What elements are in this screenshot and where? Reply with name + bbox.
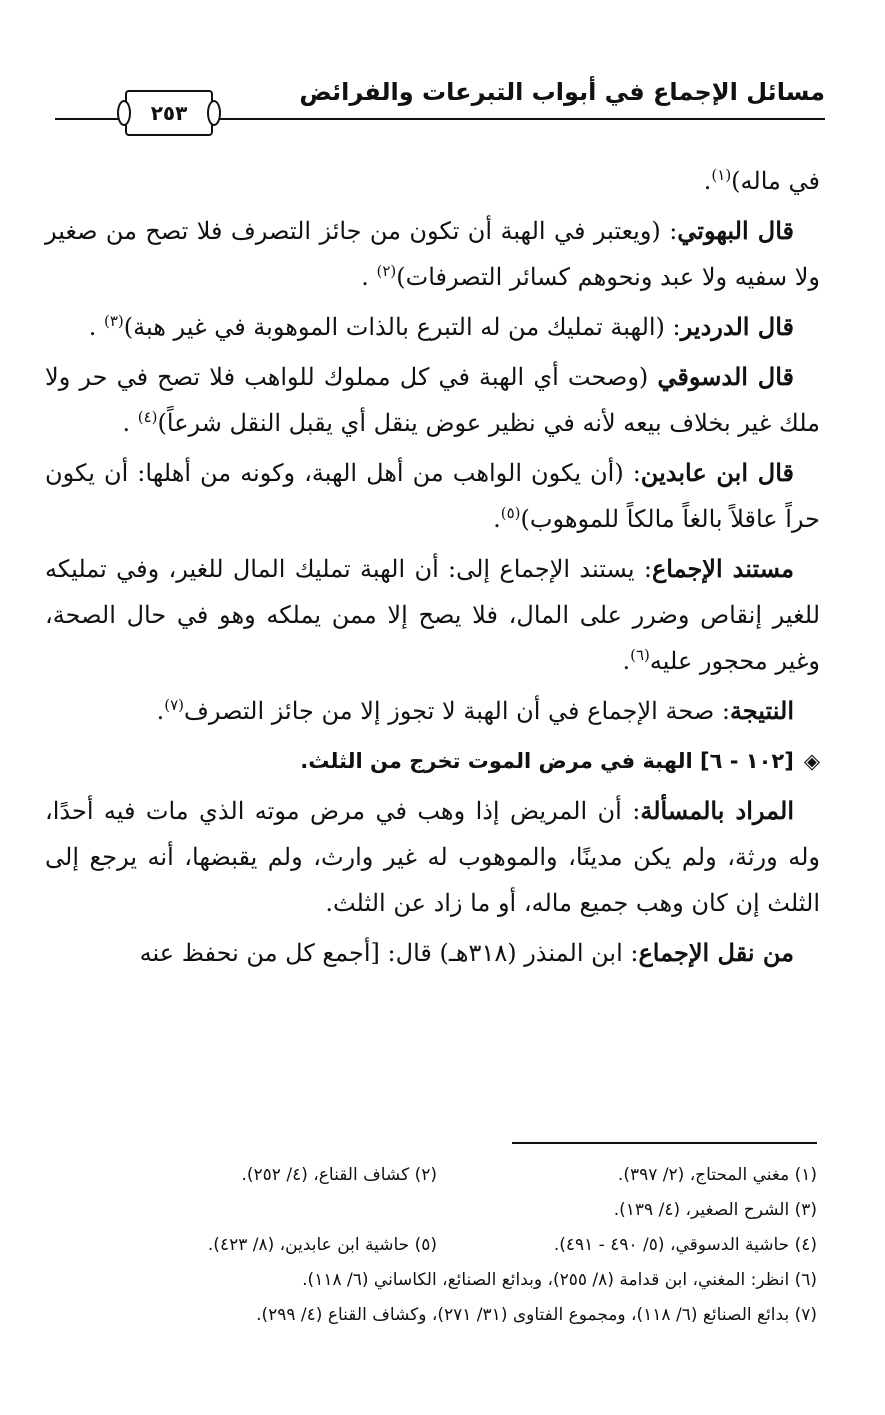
paragraph-meaning: المراد بالمسألة: أن المريض إذا وهب في مرض موته الذي مات فيه أحدًا، وله ورثة، ولم يكن مدينًا، والموهوب له غير وارث، ولم يقبضها، أنه يرجع إلى الثلث إن كان وهب جميع ماله، أو ما زاد عن الثلث. — [45, 796, 820, 917]
footnote-ref: (٦) — [630, 646, 650, 664]
header-title: مسائل الإجماع في أبواب التبرعات والفرائض — [299, 78, 825, 106]
paragraph-basis: مستند الإجماع: يستند الإجماع إلى: أن الهبة تمليك المال للغير، وفي تمليكه للغير إنقاص وضرر على المال، فلا يصح إلا ممن يملكه وهو في حال الصحة، وغير محجور عليه$^{(٦)}$. — [45, 554, 820, 675]
footnote-ref: (٧) — [164, 696, 184, 714]
paragraph-continuation: في ماله)$^{(١)}$. — [703, 166, 820, 195]
footnote: (٣) الشرح الصغير، (٤/ ١٣٩). — [613, 1200, 817, 1220]
paragraph-dardir: قال الدردير: (الهبة تمليك من له التبرع بالذات الموهوبة في غير هبة)$^{(٣)}$ . — [88, 312, 794, 341]
paragraph-lead: قال الدسوقي — [657, 362, 794, 391]
footnote: (٢) كشاف القناع، (٤/ ٢٥٢). — [241, 1165, 437, 1185]
footnote: (٥) حاشية ابن عابدين، (٨/ ٤٢٣). — [207, 1235, 437, 1255]
footnote-ref: (٢) — [376, 262, 397, 280]
footnote-row — [57, 1158, 817, 1193]
main-text — [45, 158, 820, 980]
footnote-rule — [512, 1142, 817, 1144]
paragraph-lead: النتيجة — [729, 696, 794, 725]
section-heading: ◈[١٠٢ - ٦] الهبة في مرض الموت تخرج من الثلث. — [45, 738, 820, 784]
paragraph-buhuti: قال البهوتي: (ويعتبر في الهبة أن تكون من جائز التصرف فلا تصح من صغير ولا سفيه ولا عبد ونحوهم كسائر التصرفات)$^{(٢)}$ . — [45, 216, 820, 291]
paragraph-lead: قال ابن عابدين — [640, 458, 794, 487]
paragraph-lead: من نقل الإجماع — [638, 938, 794, 967]
footnote-row — [57, 1263, 817, 1298]
paragraph-lead: قال الدردير — [680, 312, 794, 341]
footnote-ref: (٣) — [104, 312, 124, 330]
footnotes — [57, 1158, 817, 1333]
footnote-row — [57, 1228, 817, 1263]
footnote-ref: (٤) — [137, 408, 158, 426]
diamond-icon: ◈ — [803, 749, 820, 773]
paragraph-lead: قال البهوتي — [677, 216, 794, 245]
footnote-row — [57, 1193, 817, 1228]
page-number: ٢٥٣ — [125, 90, 213, 136]
footnote: (٧) بدائع الصنائع (٦/ ١١٨)، ومجموع الفتاوى (٣١/ ٢٧١)، وكشاف القناع (٤/ ٢٩٩). — [256, 1305, 817, 1325]
paragraph-transmitters: من نقل الإجماع: ابن المنذر (٣١٨هـ) قال: [أجمع كل من نحفظ عنه — [139, 938, 794, 967]
paragraph-result: النتيجة: صحة الإجماع في أن الهبة لا تجوز إلا من جائز التصرف$^{(٧)}$. — [156, 696, 794, 725]
footnote: (٤) حاشية الدسوقي، (٥/ ٤٩٠ - ٤٩١). — [553, 1235, 817, 1255]
paragraph-ibn-abidin: قال ابن عابدين: (أن يكون الواهب من أهل الهبة، وكونه من أهلها: أن يكون حراً عاقلاً بالغاً مالكاً للموهوب)$^{(٥)}$. — [45, 458, 820, 533]
running-header — [55, 78, 825, 125]
paragraph-dasuqi: قال الدسوقي (وصحت أي الهبة في كل مملوك للواهب فلا تصح في حر ولا ملك غير بخلاف بيعه لأنه في نظير عوض ينقل أي يقبل النقل شرعاً)$^{(٤)}$ . — [45, 362, 820, 437]
footnote: (١) مغني المحتاج، (٢/ ٣٩٧). — [617, 1165, 817, 1185]
footnote-row — [57, 1298, 817, 1333]
paragraph-lead: المراد بالمسألة — [640, 796, 794, 825]
footnote-ref: (١) — [711, 166, 732, 184]
footnote-ref: (٥) — [500, 504, 521, 522]
footnote: (٦) انظر: المغني، ابن قدامة (٨/ ٢٥٥)، وبدائع الصنائع، الكاساني (٦/ ١١٨). — [302, 1270, 817, 1290]
paragraph-lead: مستند الإجماع — [651, 554, 794, 583]
